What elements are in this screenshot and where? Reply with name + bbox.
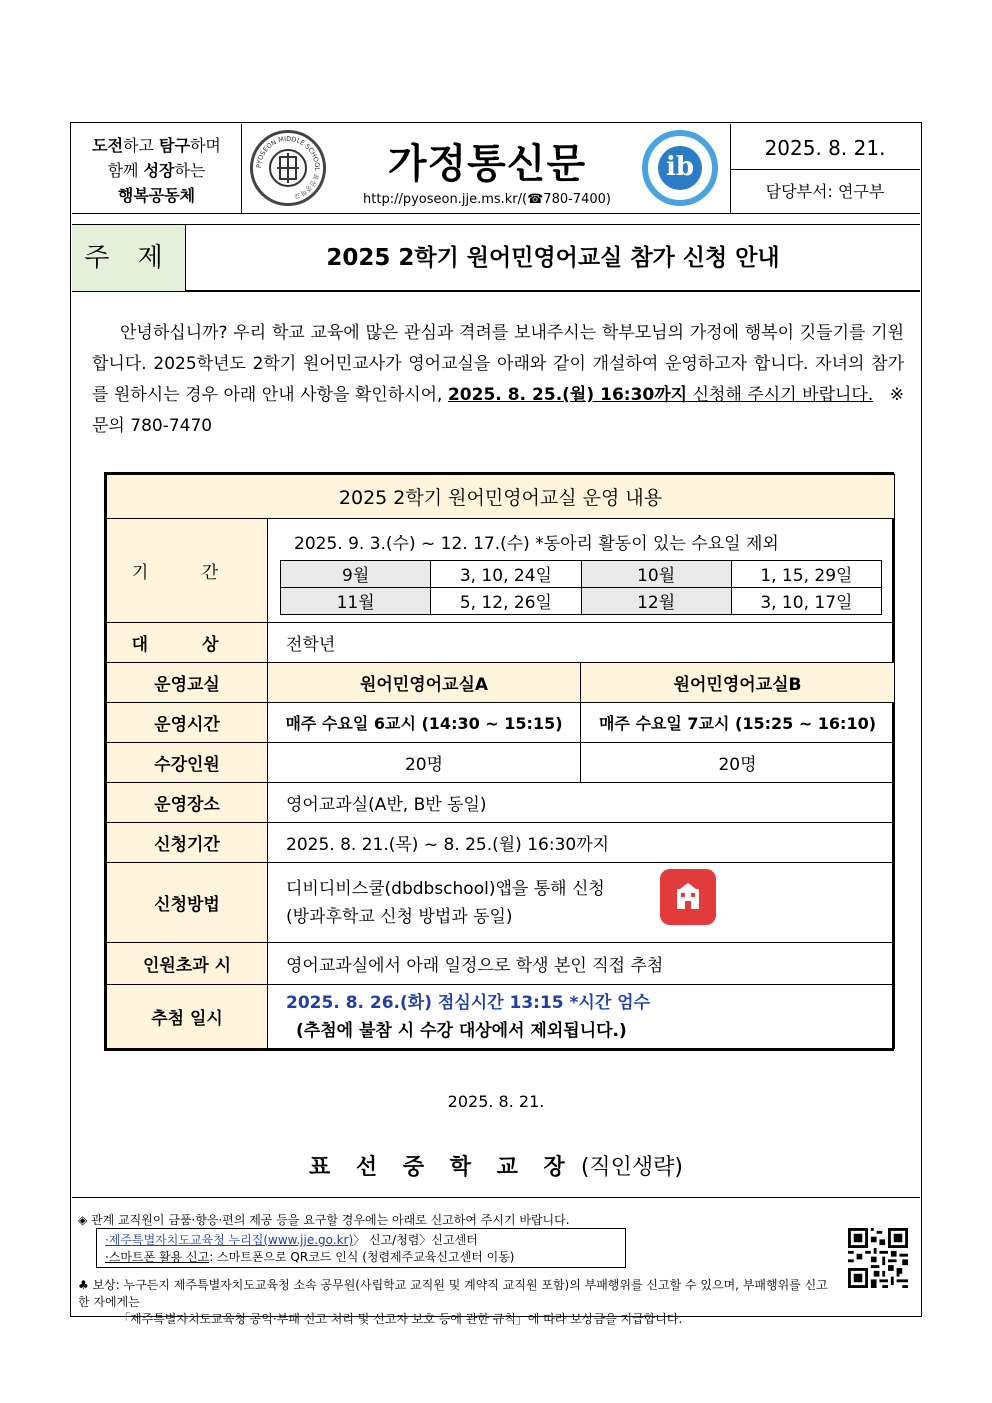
target-label: 대 상 (107, 623, 268, 663)
principal-signature: 표 선 중 학 교 장 (직인생략) (309, 1155, 683, 1180)
school-url[interactable]: http://pyoseon.jje.ms.kr/(☎780-7400) (363, 192, 611, 207)
dbdbschool-app-icon[interactable] (660, 869, 716, 925)
lottery-label: 추첨 일시 (107, 985, 268, 1049)
letter-header (72, 124, 920, 214)
method-line2: (방과후학교 신청 방법과 동일) (286, 906, 513, 927)
issue-date: 2025. 8. 21. (730, 124, 920, 170)
capacity-b: 20명 (581, 743, 895, 783)
room-b: 원어민영어교실B (581, 663, 895, 703)
method-label: 신청방법 (107, 863, 268, 943)
capacity-a: 20명 (268, 743, 581, 783)
program-table (104, 472, 894, 1051)
period-label: 기 간 (107, 519, 268, 623)
apply-period-label: 신청기간 (107, 823, 268, 863)
report-box: ·제주특별자치도교육청 누리집(www.jje.go.kr)〉 신고/청렴〉신고센터 ·스마트폰 활용 신고: 스마트폰으로 QR코드 인식 (청렴제주교육신고센터 이동) (96, 1228, 626, 1268)
title-box (242, 124, 731, 214)
time-a: 매주 수요일 6교시 (14:30 ~ 15:15) (268, 703, 581, 743)
target-value: 전학년 (268, 623, 895, 663)
time-label: 운영시간 (107, 703, 268, 743)
qr-code-icon[interactable] (848, 1228, 908, 1288)
integrity-notice (72, 1197, 920, 1326)
table-title: 2025 2학기 원어민영어교실 운영 내용 (107, 475, 895, 519)
subject-label: 주 제 (72, 225, 186, 291)
body-text: 안녕하십니까? 우리 학교 교육에 많은 관심과 격려를 보내주시는 학부모님의 가정에 행복이 깃들기를 기원합니다. 2025학년도 2학기 원어민교사가 영어교실을 아래와 같이 개설하여 운영하고자 합니다. 자녀의 참가를 원하시는 경우 아래 안내 사항을 확인하시어, 2025. 8. 25.(월) 16:30까지 신청해 주시기 바랍니다. ※ 문의 780-7470 (92, 323, 905, 436)
subject-row (72, 224, 920, 292)
period-text: 2025. 9. 3.(수) ~ 12. 17.(수) *동아리 활동이 있는 수요일 제외 (294, 533, 779, 554)
place-label: 운영장소 (107, 783, 268, 823)
notice-line1: ◈ 관계 교직원이 금품·향응·편의 제공 등을 요구할 경우에는 아래로 신고하여 주시기 바랍니다. (78, 1213, 570, 1227)
over-label: 인원초과 시 (107, 943, 268, 985)
smartphone-report-label: ·스마트폰 활용 신고 (105, 1250, 210, 1264)
time-b: 매주 수요일 7교시 (15:25 ~ 16:10) (581, 703, 895, 743)
school-emblem-icon (250, 130, 326, 206)
school-slogan: 도전하고 탐구하며 함께 성장하는 행복공동체 (72, 124, 242, 214)
lottery-warning: (추첨에 불참 시 수강 대상에서 제외됩니다.) (296, 1020, 627, 1041)
schedule-table: 9월 3, 10, 24일 10월 1, 15, 29일 11월 5, 12, 26일 12월 3, 10, 17일 (280, 560, 882, 615)
apply-period-value: 2025. 8. 21.(목) ~ 8. 25.(월) 16:30까지 (268, 823, 895, 863)
room-a: 원어민영어교실A (268, 663, 581, 703)
room-label: 운영교실 (107, 663, 268, 703)
report-site-link[interactable]: ·제주특별자치도교육청 누리집(www.jje.go.kr) (105, 1233, 354, 1247)
page-title: 가정통신문 (387, 141, 587, 187)
inquiry-text: ※ 문의 780-7470 (92, 385, 905, 436)
footer-date: 2025. 8. 21. (447, 1092, 545, 1111)
over-value: 영어교과실에서 아래 일정으로 학생 본인 직접 추첨 (268, 943, 895, 985)
date-box (730, 124, 920, 214)
ib-logo-icon: ib (642, 130, 718, 206)
lottery-datetime: 2025. 8. 26.(화) 점심시간 13:15 *시간 엄수 (286, 992, 651, 1013)
svg-text:PYOSEON MIDDLE SCHOOL 표선중학교: PYOSEON MIDDLE SCHOOL 표선중학교 (254, 134, 322, 201)
place-value: 영어교과실(A반, B반 동일) (268, 783, 895, 823)
reward-notice: ♣ 보상: 누구든지 제주특별자치도교육청 소속 공무원(사립학교 교직원 및 계약직 교직원 포함)의 부패행위를 신고할 수 있으며, 부패행위를 신고한 자에게는 「제주특별자치도교육청 공익·부패 신고 처리 및 신고자 보호 등에 관한 규칙」에 따라 보상금을 지급합니다. (78, 1278, 828, 1326)
subject-title: 2025 2학기 원어민영어교실 참가 신청 안내 (326, 245, 780, 271)
capacity-label: 수강인원 (107, 743, 268, 783)
method-line1: 디비디비스쿨(dbdbschool)앱을 통해 신청 (286, 878, 605, 899)
department: 담당부서: 연구부 (765, 182, 885, 201)
